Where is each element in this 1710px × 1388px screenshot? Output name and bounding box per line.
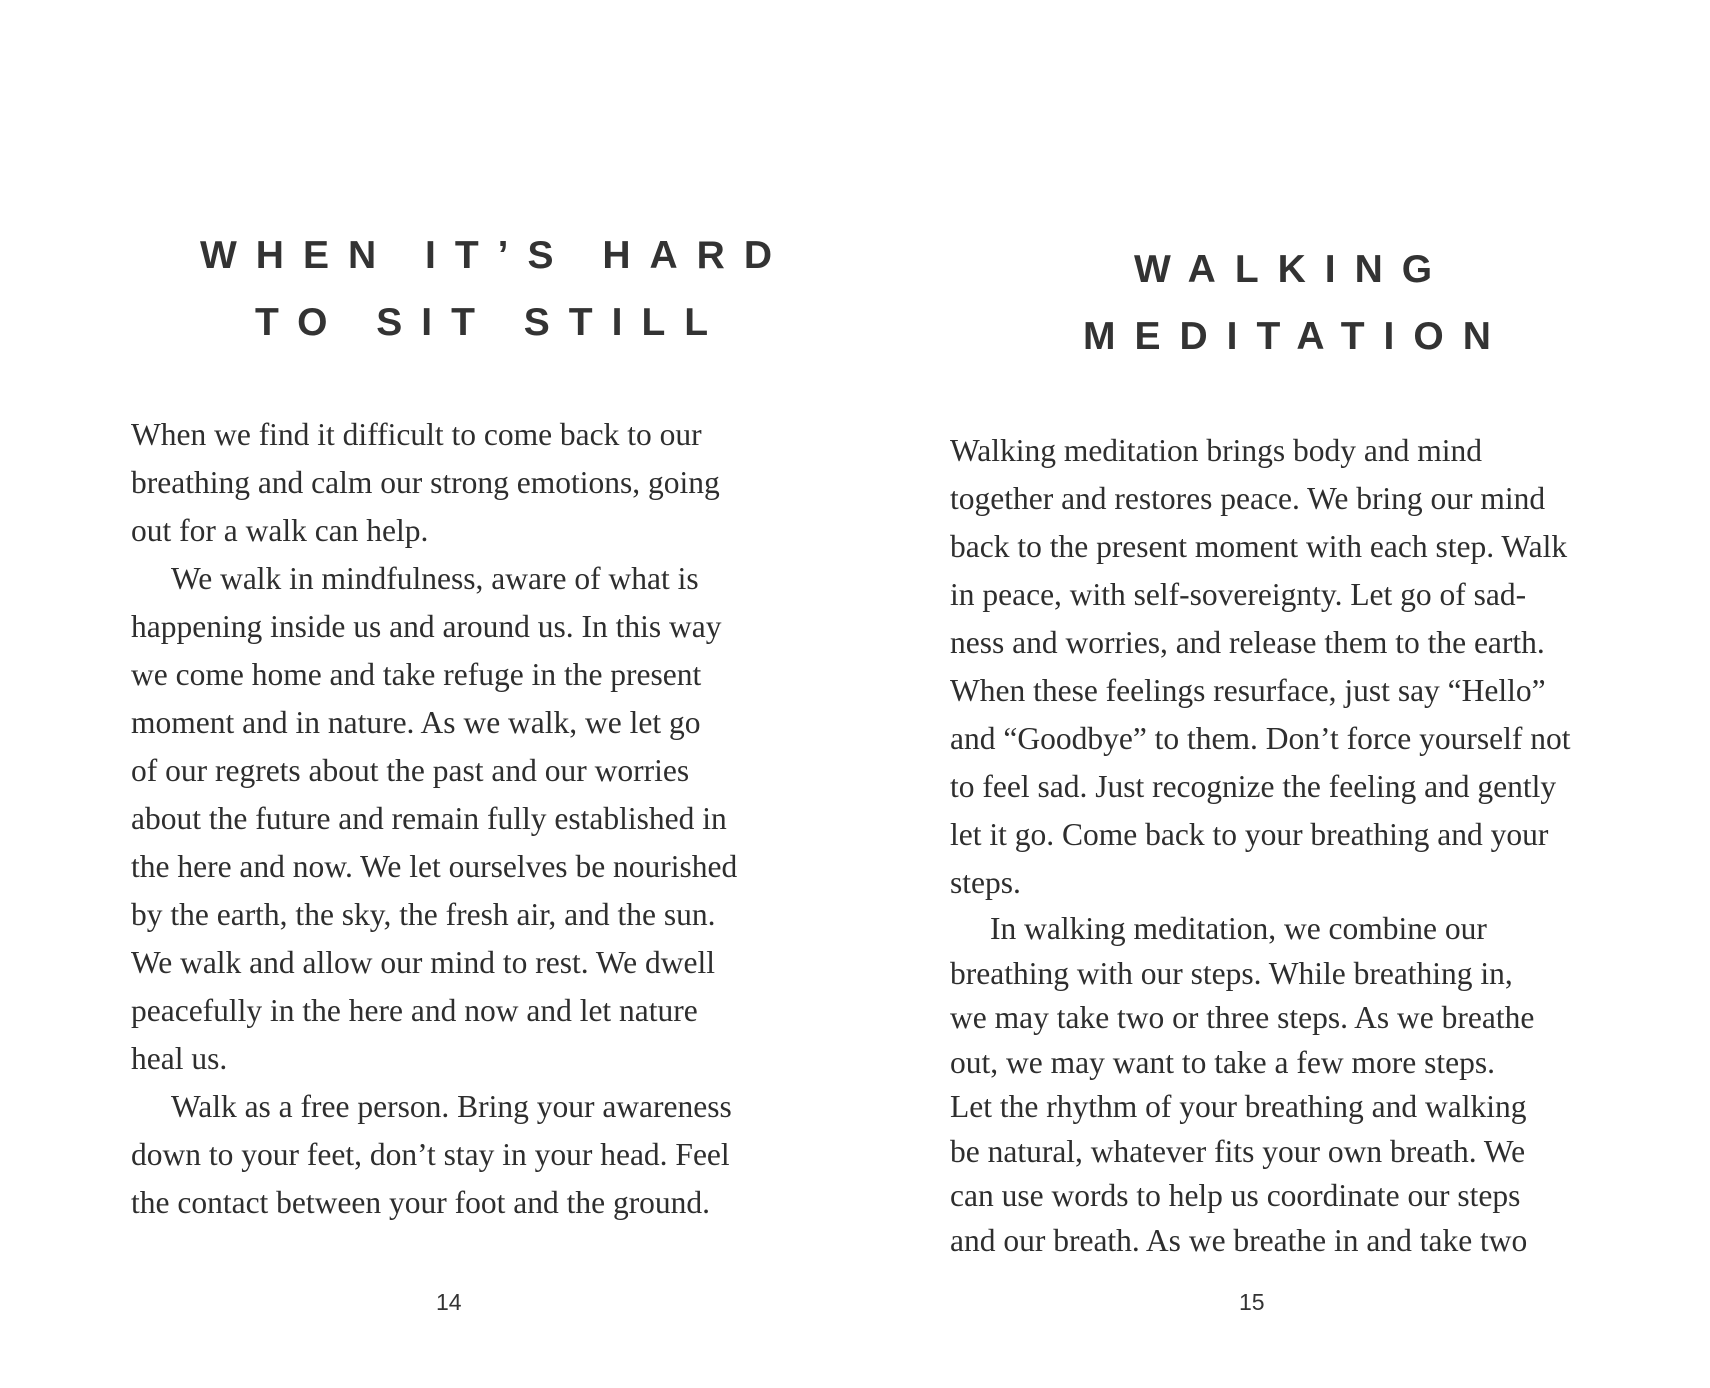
right-page: [855, 0, 1710, 1388]
paragraph-2: [131, 555, 831, 1083]
text-line: We walk and allow our mind to rest. We dwell: [131, 945, 715, 980]
text-line: to feel sad. Just recognize the feeling and gently: [950, 769, 1557, 804]
right-body-text: [950, 427, 1670, 1263]
left-body-text: [131, 411, 831, 1227]
chapter-title-line-2: TO SIT STILL: [255, 301, 728, 344]
page-number: 15: [1239, 1289, 1265, 1315]
text-line: Walking meditation brings body and mind: [950, 433, 1483, 468]
text-line: When these feelings resurface, just say “Hello”: [950, 673, 1546, 708]
chapter-title-line-1: WHEN IT’S HARD: [200, 234, 791, 277]
text-line: the here and now. We let ourselves be nourished: [131, 849, 738, 884]
paragraph-3: [131, 1083, 831, 1227]
text-line: we come home and take refuge in the present: [131, 657, 702, 692]
chapter-title-line-2: MEDITATION: [1083, 315, 1510, 358]
text-line: in peace, with self-sovereignty. Let go of sad-: [950, 577, 1527, 612]
text-line: down to your feet, don’t stay in your head. Feel: [131, 1137, 730, 1172]
text-line: about the future and remain fully established in: [131, 801, 727, 836]
text-line: out, we may want to take a few more steps.: [950, 1044, 1495, 1080]
text-line: steps.: [950, 865, 1021, 900]
text-line: let it go. Come back to your breathing and your: [950, 817, 1549, 852]
paragraph-2: [950, 907, 1670, 1263]
text-line: Walk as a free person. Bring your awareness: [171, 1089, 732, 1124]
text-line: together and restores peace. We bring our mind: [950, 481, 1546, 516]
text-line: Let the rhythm of your breathing and walking: [950, 1089, 1527, 1124]
text-line: happening inside us and around us. In this way: [131, 609, 722, 644]
text-line: breathing and calm our strong emotions, going: [131, 465, 720, 500]
text-line: out for a walk can help.: [131, 513, 429, 548]
paragraph-1: [950, 427, 1670, 907]
text-line: we may take two or three steps. As we breathe: [950, 1000, 1535, 1035]
text-line: the contact between your foot and the ground.: [131, 1185, 711, 1220]
text-line: When we find it difficult to come back to our: [131, 417, 702, 452]
chapter-title-line-1: WALKING: [1134, 248, 1452, 291]
text-line: peacefully in the here and now and let nature: [131, 993, 698, 1028]
text-line: heal us.: [131, 1041, 228, 1076]
text-line: In walking meditation, we combine our: [990, 911, 1487, 946]
text-line: and our breath. As we breathe in and take two: [950, 1222, 1528, 1258]
text-line: of our regrets about the past and our worries: [131, 753, 690, 788]
text-line: We walk in mindfulness, aware of what is: [171, 561, 699, 596]
text-line: by the earth, the sky, the fresh air, and the sun.: [131, 897, 716, 932]
paragraph-1: [131, 411, 831, 555]
text-line: back to the present moment with each step. Walk: [950, 529, 1568, 564]
text-line: breathing with our steps. While breathing in,: [950, 955, 1513, 991]
text-line: be natural, whatever fits your own breath. We: [950, 1133, 1526, 1169]
text-line: ness and worries, and release them to the earth.: [950, 625, 1545, 660]
text-line: moment and in nature. As we walk, we let go: [131, 705, 701, 740]
text-line: can use words to help us coordinate our steps: [950, 1178, 1521, 1213]
page-number: 14: [436, 1289, 462, 1315]
text-line: and “Goodbye” to them. Don’t force yourself not: [950, 721, 1571, 756]
